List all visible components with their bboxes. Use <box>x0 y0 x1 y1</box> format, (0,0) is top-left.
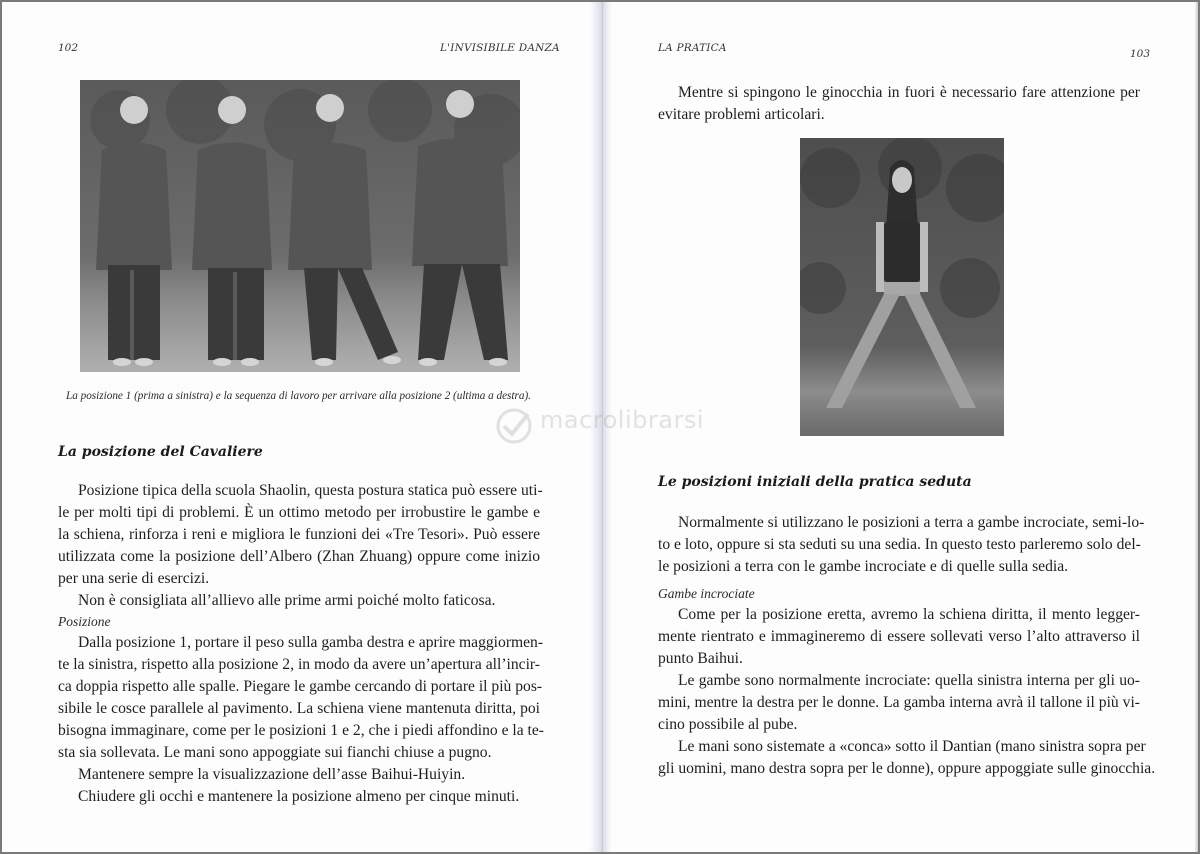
text-line: Come per la posizione eretta, avremo la schiena diritta, il mento legger- <box>678 606 1140 623</box>
text-line: Le mani sono sistemate a «conca» sotto il Dantian (mano sinistra sopra per <box>678 738 1146 755</box>
running-head-right: LA PRATICA <box>658 42 727 54</box>
text-line: mente rientrato e immagineremo di essere sollevati verso l’alto attraverso il <box>658 628 1140 645</box>
text-line: Posizione tipica della scuola Shaolin, questa postura statica può essere uti- <box>78 482 543 499</box>
text-line: utilizzata come la posizione dell’Albero (Zhan Zhuang) oppure come inizio <box>58 548 540 565</box>
text-line: punto Baihui. <box>658 650 743 667</box>
photo-four-figures <box>80 80 520 372</box>
text-line: cino possibile al pube. <box>658 716 798 733</box>
text-line: per una serie di esercizi. <box>58 570 210 587</box>
photo-horse-stance <box>800 138 1004 436</box>
paragraph: Chiudere gli occhi e mantenere la posizione almeno per cinque minuti. <box>78 788 520 805</box>
text-line: ca doppia rispetto alle spalle. Piegare le gambe cercando di portare il più pos- <box>58 678 543 695</box>
paragraph: Non è consigliata all’allievo alle prime armi poiché molto faticosa. <box>78 592 496 609</box>
text-line: bisogna immaginare, come per le posizioni 1 e 2, che i piedi affondino e la te- <box>58 722 544 739</box>
text-line: gli uomini, mano destra sopra per le donne), oppure appoggiate sulle ginocchia. <box>658 760 1156 777</box>
text-line: Dalla posizione 1, portare il peso sulla gamba destra e aprire maggiormen- <box>78 634 544 651</box>
photo-four-figures-image <box>80 80 520 372</box>
text-line: sta sia sollevata. Le mani sono appoggiate sui fianchi chiuse a pugno. <box>58 744 492 761</box>
page-number-right: 103 <box>1130 48 1151 60</box>
text-line: sibile le cosce parallele al pavimento. La schiena viene mantenuta diritta, poi <box>58 700 540 717</box>
checkmark-circle-icon <box>494 406 534 446</box>
text-line: la schiena, rinforza i reni e migliora le funzioni dei «Tre Tesori». Può essere <box>58 526 540 543</box>
figure-caption: La posizione 1 (prima a sinistra) e la sequenza di lavoro per arrivare alla posizione 2 (ultima a destra). <box>66 390 531 402</box>
page-edge <box>1195 2 1198 852</box>
text-line: Le gambe sono normalmente incrociate: quella sinistra interna per gli uo- <box>678 672 1140 689</box>
text-line: le per molti tipi di problemi. È un ottimo metodo per irrobustire le gambe e <box>58 504 540 521</box>
running-head-left: L'INVISIBILE DANZA <box>440 42 560 54</box>
text-line: le posizioni a terra con le gambe incrociate e di quelle sulla sedia. <box>658 558 1069 575</box>
text-line: Normalmente si utilizzano le posizioni a terra a gambe incrociate, semi-lo- <box>678 514 1145 531</box>
watermark-brand: macrolibrarsi <box>540 406 704 434</box>
text-line: Mentre si spingono le ginocchia in fuori è necessario fare attenzione per <box>678 84 1140 101</box>
paragraph: Mantenere sempre la visualizzazione dell’asse Baihui-Huiyin. <box>78 766 466 783</box>
text-line: to e loto, oppure si sta seduti su una sedia. In questo testo parleremo solo del- <box>658 536 1141 553</box>
text-line: evitare problemi articolari. <box>658 106 825 123</box>
text-line: te la sinistra, rispetto alla posizione 2, in modo da avere un’apertura all’incir- <box>58 656 540 673</box>
page-number-left: 102 <box>58 42 79 54</box>
section-title-right: Le posizioni iniziali della pratica seduta <box>658 474 972 490</box>
watermark <box>494 406 724 452</box>
photo-horse-stance-image <box>800 138 1004 436</box>
subheading-right: Gambe incrociate <box>658 586 755 601</box>
text-line: mini, mentre la destra per le donne. La gamba interna avrà il tallone il più vi- <box>658 694 1140 711</box>
book-spread <box>2 2 1198 852</box>
subheading-left: Posizione <box>58 614 111 629</box>
section-title-left: La posizione del Cavaliere <box>58 444 263 460</box>
